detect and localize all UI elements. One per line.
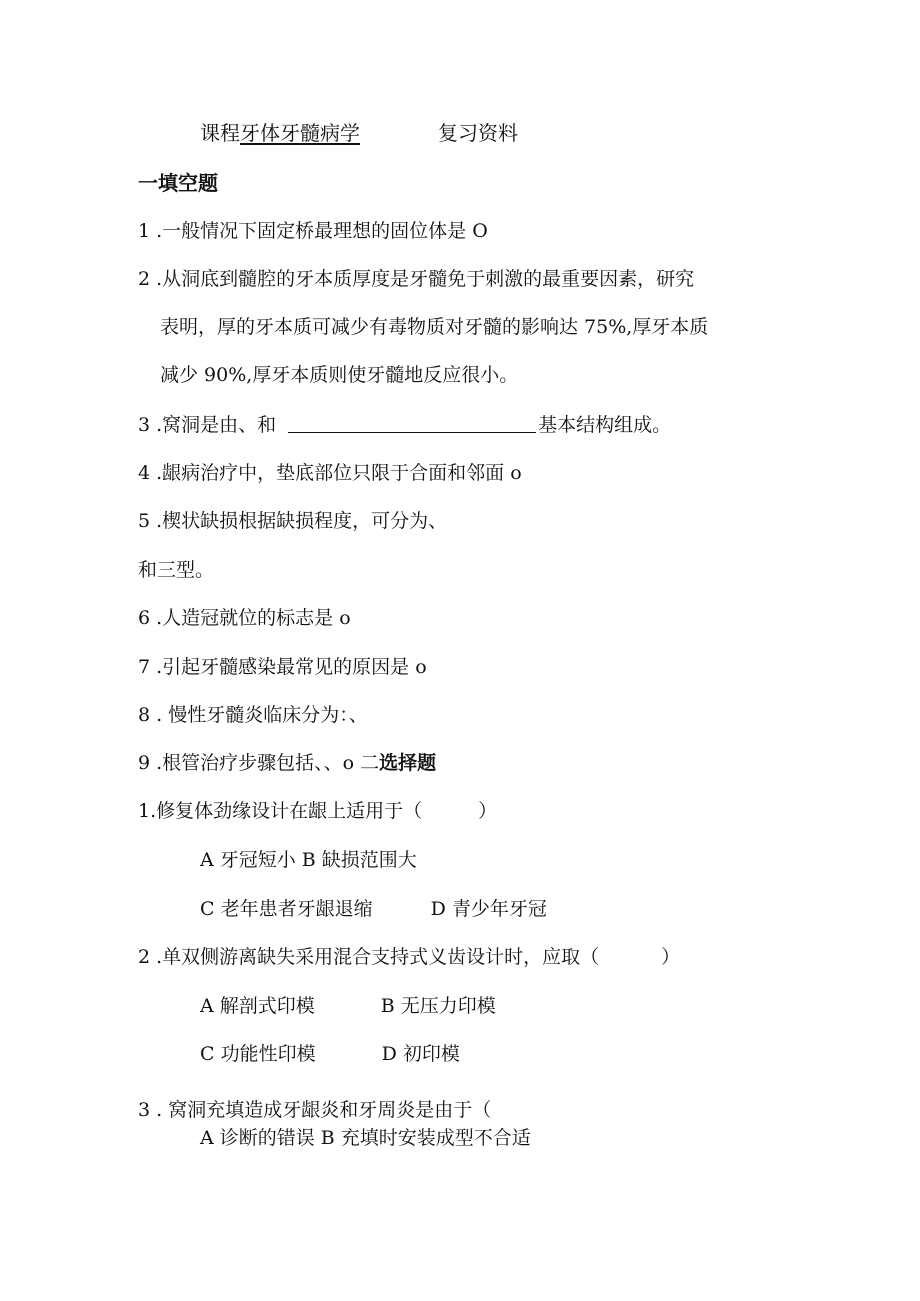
choice-2-option-d: D 初印模 — [381, 1043, 460, 1065]
choice-question-1-close: ） — [478, 800, 498, 822]
answer-blank — [288, 414, 536, 433]
choice-2-option-b: B 无压力印模 — [380, 995, 496, 1017]
choice-2-options-cd — [200, 1041, 460, 1067]
fill-question-7: 7 .引起牙髓感染最常见的原因是 o — [138, 656, 427, 678]
title-suffix: 复习资料 — [438, 121, 518, 145]
fill-question-9-text: 9 .根管治疗步骤包括、、o 二 — [138, 752, 380, 774]
fill-question-3-text: 3 .窝洞是由、和 — [138, 414, 277, 436]
fill-question-9 — [138, 750, 436, 776]
choice-1-options-ab: A 牙冠短小 B 缺损范围大 — [200, 849, 417, 871]
fill-question-8: 8 . 慢性牙髓炎临床分为：、 — [138, 704, 368, 726]
choice-question-2-close: ） — [661, 946, 681, 968]
fill-question-3 — [138, 412, 671, 438]
choice-1-option-d: D 青少年牙冠 — [430, 898, 547, 920]
section-heading-fill: 一填空题 — [138, 171, 218, 195]
fill-question-1: 1 .一般情况下固定桥最理想的固位体是 O — [138, 220, 488, 242]
choice-question-2-text: 2 .单双侧游离缺失采用混合支持式义齿设计时，应取（ — [138, 946, 600, 968]
fill-question-2-line-3: 减少 90%,厚牙本质则使牙髓地反应很小。 — [160, 364, 519, 386]
page-title — [200, 120, 518, 146]
choice-2-options-ab — [200, 993, 496, 1019]
choice-1-options-cd — [200, 896, 547, 922]
fill-question-2-line-2: 表明，厚的牙本质可减少有毒物质对牙髓的影响达 75%,厚牙本质 — [160, 316, 709, 338]
fill-question-6: 6 .人造冠就位的标志是 o — [138, 607, 351, 629]
fill-question-2-line-1: 2 .从洞底到髓腔的牙本质厚度是牙髓免于刺激的最重要因素，研究 — [138, 268, 695, 290]
choice-question-3: 3 . 窝洞充填造成牙龈炎和牙周炎是由于（ — [138, 1099, 492, 1121]
choice-question-1-text: 1.修复体劲缘设计在龈上适用于（ — [138, 800, 423, 822]
choice-3-options-ab: A 诊断的错误 B 充填时安装成型不合适 — [200, 1127, 531, 1149]
fill-question-4: 4 .龈病治疗中，垫底部位只限于合面和邻面 o — [138, 462, 522, 484]
fill-question-5-line-2: 和三型。 — [138, 559, 215, 581]
choice-1-option-c: C 老年患者牙龈退缩 — [200, 898, 373, 920]
choice-2-option-a: A 解剖式印模 — [200, 995, 315, 1017]
choice-question-1 — [138, 798, 497, 824]
fill-question-3-end: 基本结构组成。 — [538, 414, 672, 436]
choice-question-2 — [138, 944, 680, 970]
section-heading-choice: 选择题 — [379, 752, 437, 774]
choice-2-option-c: C 功能性印模 — [200, 1043, 316, 1065]
fill-question-5-line-1: 5 .楔状缺损根据缺损程度，可分为、 — [138, 510, 448, 532]
course-name: 牙体牙髓病学 — [240, 121, 360, 145]
title-prefix: 课程 — [200, 121, 240, 145]
